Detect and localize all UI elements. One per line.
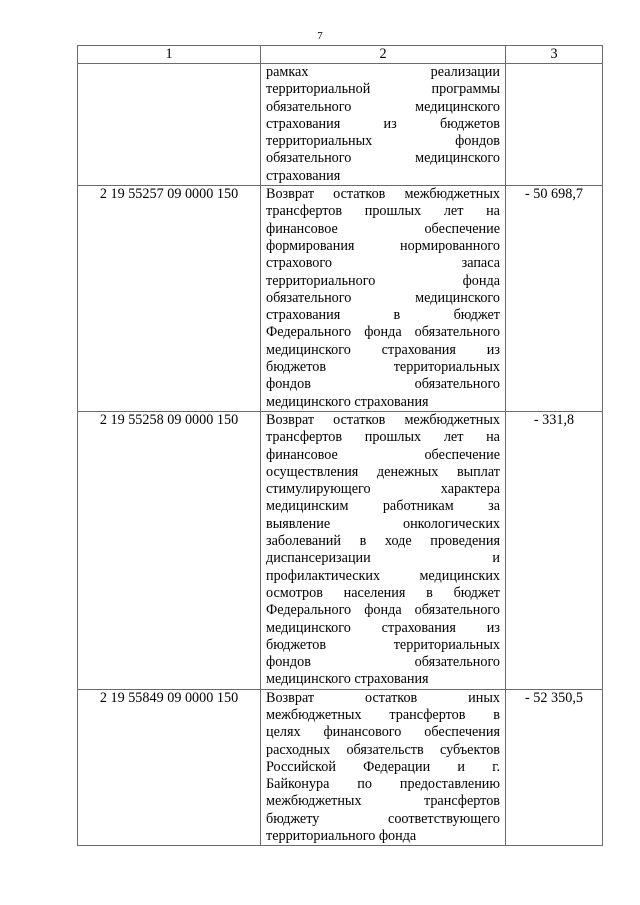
column-header-code: 1 [78,46,261,64]
description-line: фондов обязательного [266,654,500,671]
description-line: медицинского страхования из [266,341,500,358]
table-body [78,64,603,846]
description-line: Возврат остатков межбюджетных [266,186,500,203]
description-line: территориальной программы [266,81,500,98]
description-line: трансфертов прошлых лет на [266,429,500,446]
description-line: обязательного медицинского [266,289,500,306]
table-row [78,186,603,412]
description-line: выявление онкологических [266,515,500,532]
description-line: трансфертов прошлых лет на [266,203,500,220]
column-header-description: 2 [261,46,506,64]
description-line: медицинским работникам за [266,498,500,515]
description-line: бюджетов территориальных [266,359,500,376]
column-header-amount: 3 [506,46,603,64]
description-line: бюджету соответствующего [266,810,500,827]
description-line: межбюджетных трансфертов [266,793,500,810]
description-line: медицинского страхования из [266,619,500,636]
page-number: 7 [317,30,323,42]
description-line: рамках реализации [266,64,500,80]
amount-cell: - 331,8 [506,411,603,689]
description-line: Возврат остатков межбюджетных [266,411,500,428]
budget-table [77,45,603,846]
amount-cell [506,64,603,186]
description-cell [261,411,506,689]
description-line: медицинского страхования [266,393,429,410]
description-cell [261,186,506,412]
table-header-row [78,46,603,64]
budget-code-cell: 2 19 55258 09 0000 150 [78,411,261,689]
description-line: осмотров населения в бюджет [266,584,500,601]
description-line: финансовое обеспечение [266,446,500,463]
description-cell [261,64,506,186]
description-line: территориального фонда [266,272,500,289]
description-cell [261,689,506,846]
budget-code-cell: 2 19 55257 09 0000 150 [78,186,261,412]
description-line: диспансеризации и [266,550,500,567]
description-line: стимулирующего характера [266,481,500,498]
description-line: осуществления денежных выплат [266,463,500,480]
table-row [78,689,603,846]
description-line: профилактических медицинских [266,567,500,584]
description-line: медицинского страхования [266,671,429,688]
description-line: фондов обязательного [266,376,500,393]
description-line: формирования нормированного [266,237,500,254]
description-line: Возврат остатков иных [266,689,500,706]
description-line: обязательного медицинского [266,150,500,167]
description-line: Федерального фонда обязательного [266,324,500,341]
budget-code-cell [78,64,261,186]
description-line: обязательного медицинского [266,98,500,115]
description-line: страхования [266,167,341,184]
description-line: финансовое обеспечение [266,220,500,237]
table-row [78,64,603,186]
budget-code-cell: 2 19 55849 09 0000 150 [78,689,261,846]
description-line: межбюджетных трансфертов в [266,706,500,723]
description-line: Байконура по предоставлению [266,776,500,793]
description-line: территориального фонда [266,828,417,845]
description-line: страхования в бюджет [266,307,500,324]
amount-cell: - 50 698,7 [506,186,603,412]
amount-cell: - 52 350,5 [506,689,603,846]
description-line: Федерального фонда обязательного [266,602,500,619]
description-line: территориальных фондов [266,133,500,150]
table-row [78,411,603,689]
description-line: заболеваний в ходе проведения [266,533,500,550]
description-line: Российской Федерации и г. [266,758,500,775]
description-line: бюджетов территориальных [266,636,500,653]
description-line: страхового запаса [266,255,500,272]
description-line: расходных обязательств субъектов [266,741,500,758]
description-line: целях финансового обеспечения [266,724,500,741]
description-line: страхования из бюджетов [266,115,500,132]
